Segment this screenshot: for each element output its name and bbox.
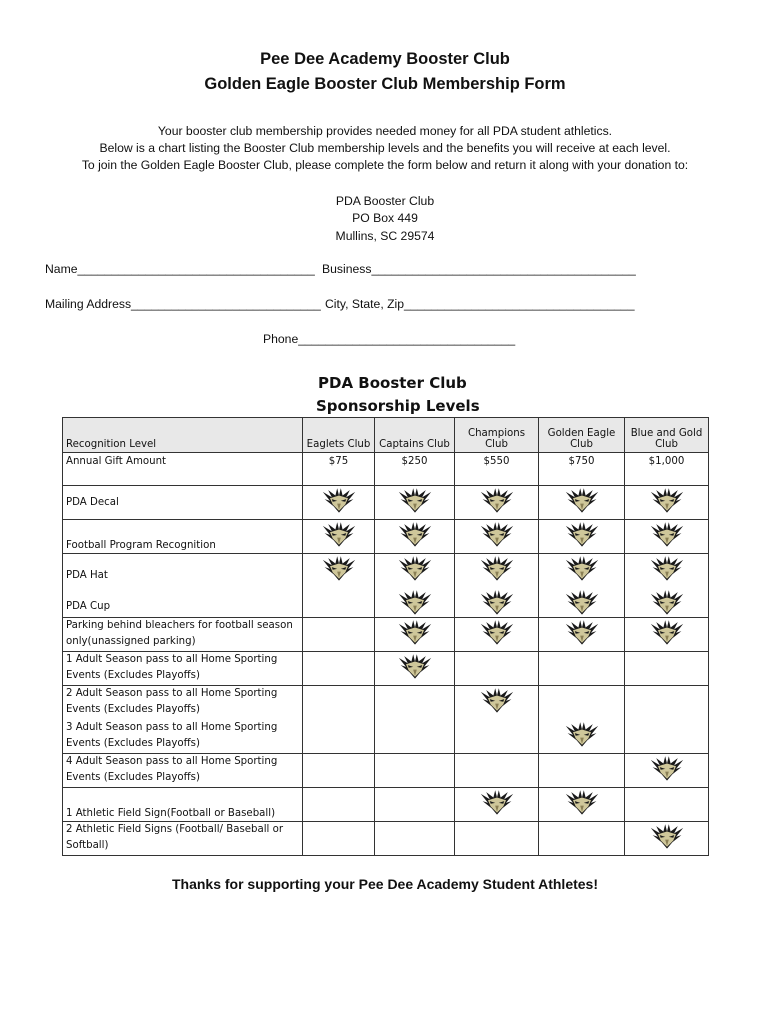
- table-row: [63, 822, 709, 856]
- eagle-head-icon: [397, 652, 433, 680]
- eagle-head-icon: [479, 554, 515, 582]
- phone-field[interactable]: Phone________________________________: [263, 332, 516, 346]
- title-line-1: Pee Dee Academy Booster Club: [260, 50, 510, 68]
- eagle-head-icon: [479, 486, 515, 514]
- table-row: [63, 486, 709, 520]
- eagle-head-icon: [649, 588, 685, 616]
- table-header-row: [63, 418, 709, 453]
- eagle-head-icon: [564, 520, 600, 548]
- eagle-head-icon: [564, 788, 600, 816]
- eagle-head-icon: [564, 554, 600, 582]
- eagle-head-icon: [397, 588, 433, 616]
- amount-blue-gold: $1,000: [625, 453, 709, 486]
- level-blue-gold: Blue and Gold Club: [625, 418, 709, 453]
- eagle-head-icon: [479, 788, 515, 816]
- benefit-hat: PDA Hat: [66, 570, 108, 581]
- amount-captains: $250: [375, 453, 455, 486]
- table-row: [63, 453, 709, 486]
- level-golden-eagle: Golden Eagle Club: [539, 418, 625, 453]
- table-row: [63, 520, 709, 554]
- eagle-head-icon: [649, 486, 685, 514]
- eagle-head-icon: [479, 588, 515, 616]
- amount-eaglets: $75: [303, 453, 375, 486]
- eagle-head-icon: [321, 486, 357, 514]
- address-line-2: PO Box 449: [352, 211, 418, 225]
- intro-line-3: To join the Golden Eagle Booster Club, please complete the form below and return it along with your donation to:: [81, 158, 689, 172]
- benefit-cup: PDA Cup: [66, 601, 111, 612]
- title-line-2: Golden Eagle Booster Club Membership Form: [204, 75, 566, 93]
- benefit-sign-2: 2 Athletic Field Signs (Football/ Baseball or Softball): [63, 822, 303, 856]
- eagle-head-icon: [479, 520, 515, 548]
- eagle-head-icon: [564, 720, 600, 748]
- eagle-head-icon: [564, 486, 600, 514]
- eagle-head-icon: [564, 618, 600, 646]
- level-captains: Captains Club: [375, 418, 455, 453]
- eagle-head-icon: [649, 754, 685, 782]
- table-row: [63, 618, 709, 652]
- eagle-head-icon: [397, 520, 433, 548]
- benefit-decal: PDA Decal: [63, 486, 303, 520]
- intro-line-2: Below is a chart listing the Booster Club membership levels and the benefits you will receive at each level.: [99, 141, 671, 155]
- eagle-head-icon: [479, 618, 515, 646]
- sheet-title-2: Sponsorship Levels: [316, 397, 480, 415]
- name-field[interactable]: Name___________________________________: [45, 262, 315, 276]
- table-row: [63, 652, 709, 686]
- benefit-pass-3: 3 Adult Season pass to all Home Sporting Events (Excludes Playoffs): [66, 722, 278, 749]
- table-row: [63, 788, 709, 822]
- level-eaglets: Eaglets Club: [303, 418, 375, 453]
- benefit-pass-1: 1 Adult Season pass to all Home Sporting Events (Excludes Playoffs): [63, 652, 303, 686]
- sheet-title-1: PDA Booster Club: [318, 374, 467, 392]
- table-row: [63, 686, 709, 754]
- eagle-head-icon: [564, 588, 600, 616]
- amount-champions: $550: [455, 453, 539, 486]
- address-line-1: PDA Booster Club: [335, 194, 435, 208]
- benefit-parking: Parking behind bleachers for football season only(unassigned parking): [63, 618, 303, 652]
- eagle-head-icon: [321, 520, 357, 548]
- amount-golden-eagle: $750: [539, 453, 625, 486]
- benefit-pass-4: 4 Adult Season pass to all Home Sporting Events (Excludes Playoffs): [63, 754, 303, 788]
- table-row: [63, 754, 709, 788]
- eagle-head-icon: [479, 686, 515, 714]
- eagle-head-icon: [397, 618, 433, 646]
- eagle-head-icon: [397, 486, 433, 514]
- eagle-head-icon: [321, 554, 357, 582]
- benefit-pass-2: 2 Adult Season pass to all Home Sporting Events (Excludes Playoffs): [66, 688, 278, 715]
- mailing-address-field[interactable]: Mailing Address____________________________: [45, 297, 321, 311]
- address-line-3: Mullins, SC 29574: [335, 229, 435, 243]
- business-field[interactable]: Business_______________________________________: [322, 262, 636, 276]
- city-state-zip-field[interactable]: City, State, Zip__________________________________: [325, 297, 635, 311]
- eagle-head-icon: [649, 822, 685, 850]
- benefit-sign-1: 1 Athletic Field Sign(Football or Baseball): [63, 788, 303, 822]
- level-champions: Champions Club: [455, 418, 539, 453]
- intro-line-1: Your booster club membership provides needed money for all PDA student athletics.: [157, 124, 613, 138]
- table-row: [63, 554, 709, 618]
- eagle-head-icon: [397, 554, 433, 582]
- sponsorship-levels-table: [62, 417, 709, 856]
- eagle-head-icon: [649, 554, 685, 582]
- annual-gift-label: Annual Gift Amount: [63, 453, 303, 486]
- eagle-head-icon: [649, 618, 685, 646]
- benefit-football-program: Football Program Recognition: [63, 520, 303, 554]
- footer-thanks: Thanks for supporting your Pee Dee Academy Student Athletes!: [171, 876, 599, 892]
- eagle-head-icon: [649, 520, 685, 548]
- recognition-header: Recognition Level: [63, 418, 303, 453]
